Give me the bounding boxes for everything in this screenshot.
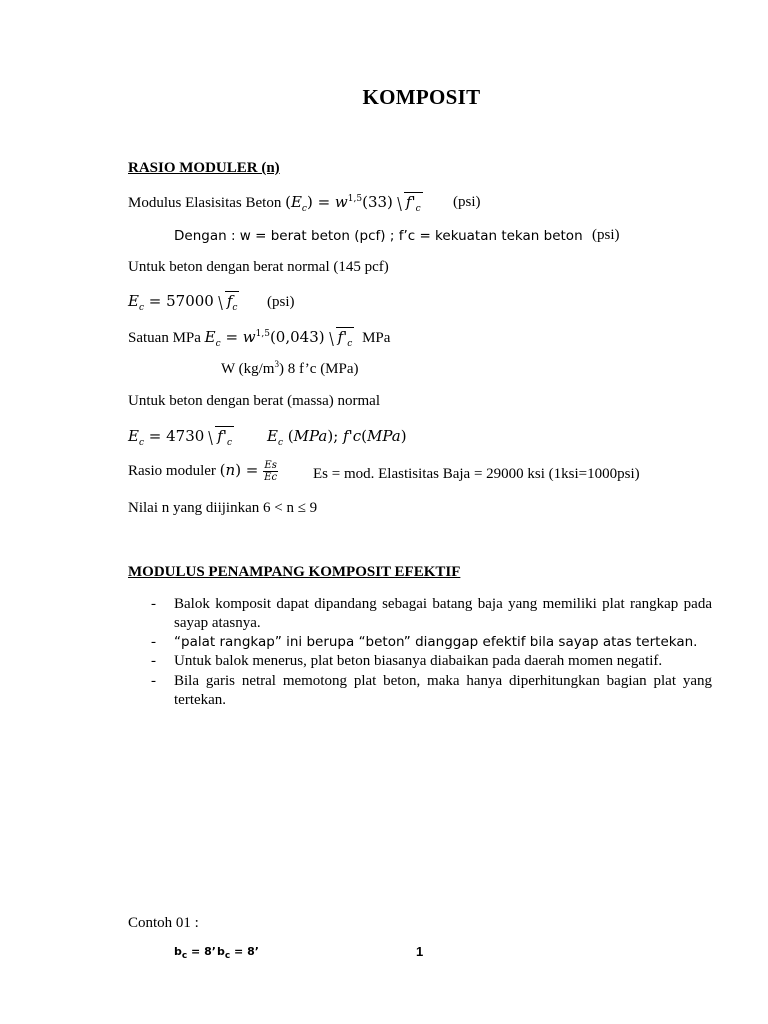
list-item: Bila garis netral memotong plat beton, maka hanya diperhitungkan bagian plat yang tertekan. — [174, 673, 712, 708]
list-item: Balok komposit dapat dipandang sebagai batang baja yang memiliki plat rangkap pada sayap atasnya. — [174, 596, 712, 631]
bullet-dash: - — [151, 634, 156, 650]
section-heading-modulus-penampang: MODULUS PENAMPANG KOMPOSIT EFEKTIF — [128, 564, 461, 580]
unit-mpa: MPa — [362, 330, 391, 346]
unit-psi-2: (psi) — [592, 227, 620, 243]
page-title: KOMPOSIT — [362, 85, 481, 109]
unit-psi-3: (psi) — [267, 294, 295, 310]
dengan-line: Dengan : w = berat beton (pcf) ; f’c = kekuatan tekan beton — [174, 228, 583, 244]
bc-label-2: $b_c = 8$’ — [217, 945, 259, 962]
bullet-dash: - — [151, 596, 156, 612]
w-unit-line: W $(kg/m^3)$ 8 f’c (MPa) — [221, 359, 359, 377]
bullet-dash: - — [151, 653, 156, 669]
nilai-n-text: Nilai n yang diijinkan 6 < n ≤ 9 — [128, 500, 318, 516]
mass-normal-text: Untuk beton dengan berat (massa) normal — [128, 393, 381, 409]
formula-satuan-mpa: Satuan MPa $E_c = w^{1,5}(0,043)$ $f'_c$ MPa — [128, 328, 391, 349]
list-item: Untuk balok menerus, plat beton biasanya diabaikan pada daerah momen negatif. — [174, 653, 663, 669]
bullet-dash: - — [151, 673, 156, 689]
bc-label-1: $b_c = 8$’ — [174, 945, 216, 962]
es-note: Es = mod. Elastisitas Baja = 29000 ksi (1ksi=1000psi) — [313, 466, 640, 482]
formula-ec-57000: $E_c = 57000$ $f_c$ — [128, 292, 238, 313]
list-item: “palat rangkap” ini berupa “beton” dianggap efektif bila sayap atas tertekan. — [174, 634, 698, 650]
satuan-label: Satuan MPa — [128, 330, 201, 346]
formula-rasio-moduler: Rasio moduler (n) = $\frac{Es}{Ec}$ — [128, 460, 278, 483]
formula-ec-4730: $E_c = 4730$ $f'_c$ — [128, 427, 233, 448]
contoh-label: Contoh 01 : — [128, 915, 199, 931]
modulus-label: Modulus Elasisitas Beton — [128, 195, 282, 211]
formula-units-mpa: $E_c$ (MPa); f'c(MPa) — [267, 427, 407, 448]
page-number: 1 — [416, 944, 424, 959]
normal-weight-text: Untuk beton dengan berat normal (145 pcf) — [128, 259, 389, 275]
fraction-es-ec: $\frac{Es}{Ec}$ — [264, 460, 278, 483]
section-heading-rasio-moduler: RASIO MODULER (n) — [128, 160, 280, 176]
unit-psi-1: (psi) — [453, 194, 481, 210]
formula-modulus-elastisitas: Modulus Elasisitas Beton $(E_c) = w^{1,5}(33)$ $f'_c$ — [128, 193, 421, 214]
rasio-label: Rasio moduler — [128, 462, 216, 479]
